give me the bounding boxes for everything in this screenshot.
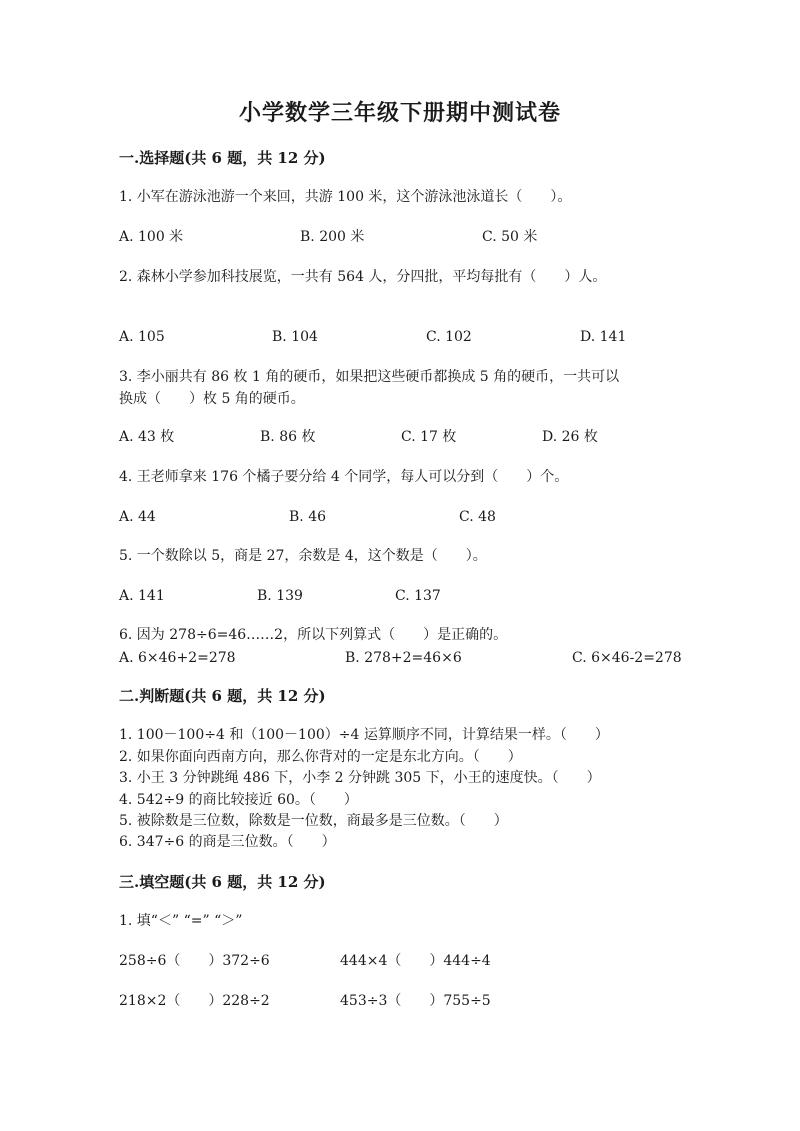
option: B. 86 枚 xyxy=(260,429,316,445)
compare-expression: 258÷6（ ）372÷6 xyxy=(119,953,270,969)
option: C. 50 米 xyxy=(482,229,538,245)
option: A. 6×46+2=278 xyxy=(119,650,236,666)
judge-item: 4. 542÷9 的商比较接近 60。（ ） xyxy=(119,792,358,808)
question-text: 3. 李小丽共有 86 枚 1 角的硬币，如果把这些硬币都换成 5 角的硬币，一共可以 xyxy=(119,369,620,385)
option: B. 139 xyxy=(257,588,303,604)
compare-expression: 453÷3（ ）755÷5 xyxy=(340,993,491,1009)
option: B. 104 xyxy=(272,329,318,345)
option: A. 43 枚 xyxy=(119,429,175,445)
question-text: 2. 森林小学参加科技展览，一共有 564 人，分四批，平均每批有（ ）人。 xyxy=(119,269,607,285)
option: B. 278+2=46×6 xyxy=(345,650,462,666)
judge-item: 1. 100－100÷4 和（100－100）÷4 运算顺序不同，计算结果一样。（ ） xyxy=(119,727,609,743)
question-text: 1. 小军在游泳池游一个来回，共游 100 米，这个游泳池泳道长（ ）。 xyxy=(119,189,572,205)
option: A. 105 xyxy=(119,329,165,345)
judge-item: 3. 小王 3 分钟跳绳 486 下，小李 2 分钟跳 305 下，小王的速度快。（ ） xyxy=(119,770,601,786)
judge-item: 2. 如果你面向西南方向，那么你背对的一定是东北方向。（ ） xyxy=(119,749,522,765)
section-heading-judge: 二.判断题(共 6 题，共 12 分) xyxy=(119,687,326,705)
option: D. 26 枚 xyxy=(542,429,598,445)
compare-expression: 218×2（ ）228÷2 xyxy=(119,993,270,1009)
option: B. 200 米 xyxy=(300,229,365,245)
option: B. 46 xyxy=(289,509,327,525)
option: C. 17 枚 xyxy=(401,429,457,445)
option: C. 6×46-2=278 xyxy=(572,650,682,666)
section-heading-fill: 三.填空题(共 6 题，共 12 分) xyxy=(119,873,326,891)
option: C. 102 xyxy=(426,329,472,345)
question-text: 5. 一个数除以 5，商是 27，余数是 4，这个数是（ ）。 xyxy=(119,548,487,564)
option: D. 141 xyxy=(580,329,627,345)
judge-item: 5. 被除数是三位数，除数是一位数，商最多是三位数。（ ） xyxy=(119,813,508,829)
section-heading-choice: 一.选择题(共 6 题，共 12 分) xyxy=(119,149,326,167)
page-title: 小学数学三年级下册期中测试卷 xyxy=(238,100,561,126)
question-text: 4. 王老师拿来 176 个橘子要分给 4 个同学，每人可以分到（ ）个。 xyxy=(119,469,569,485)
option: C. 48 xyxy=(459,509,496,525)
question-text: 1. 填“＜” “=” “＞” xyxy=(119,913,243,929)
question-text: 换成（ ）枚 5 角的硬币。 xyxy=(119,391,305,407)
question-text: 6. 因为 278÷6=46……2，所以下列算式（ ）是正确的。 xyxy=(119,627,508,643)
option: A. 44 xyxy=(119,509,156,525)
option: A. 141 xyxy=(119,588,165,604)
compare-expression: 444×4（ ）444÷4 xyxy=(340,953,491,969)
option: C. 137 xyxy=(395,588,441,604)
option: A. 100 米 xyxy=(119,229,184,245)
judge-item: 6. 347÷6 的商是三位数。（ ） xyxy=(119,834,336,850)
